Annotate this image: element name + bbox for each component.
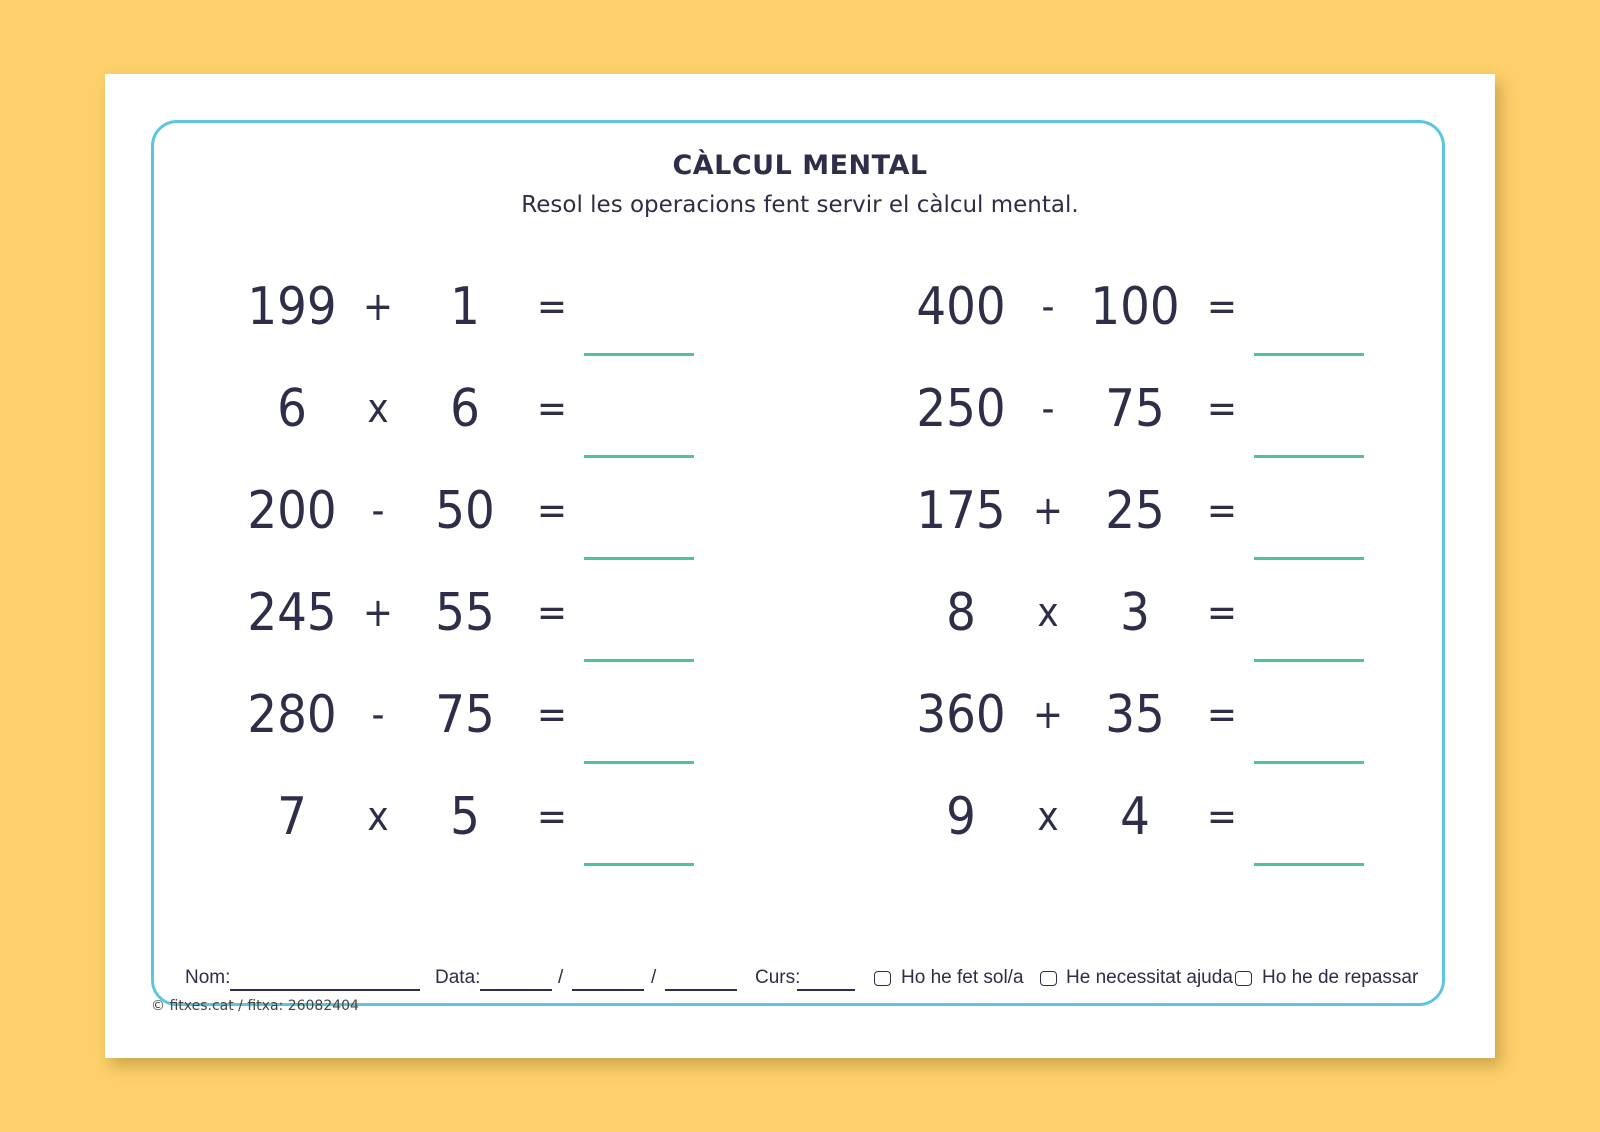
- second-operand: 3: [1120, 583, 1150, 643]
- equals-sign: =: [1206, 386, 1238, 432]
- operator: +: [1032, 488, 1064, 534]
- equals-sign: =: [1206, 692, 1238, 738]
- first-operand: 200: [247, 481, 337, 541]
- operation-row: [105, 675, 1495, 755]
- equals-sign: =: [536, 794, 568, 840]
- answer-blank[interactable]: [1254, 863, 1364, 866]
- worksheet-title: CÀLCUL MENTAL: [672, 150, 928, 181]
- date-label: Data:: [435, 967, 481, 988]
- operator: x: [1037, 590, 1059, 636]
- second-operand: 6: [450, 379, 480, 439]
- done-alone-label: Ho he fet sol/a: [901, 967, 1024, 988]
- first-operand: 250: [916, 379, 1006, 439]
- answer-blank[interactable]: [584, 863, 694, 866]
- answer-blank[interactable]: [584, 761, 694, 764]
- date-day-field[interactable]: [480, 989, 552, 991]
- second-operand: 75: [435, 685, 495, 745]
- review-label: Ho he de repassar: [1262, 967, 1419, 988]
- first-operand: 199: [247, 277, 337, 337]
- answer-blank[interactable]: [1254, 557, 1364, 560]
- first-operand: 6: [277, 379, 307, 439]
- operation-row: [105, 369, 1495, 449]
- answer-blank[interactable]: [584, 659, 694, 662]
- needed-help-checkbox[interactable]: [1040, 971, 1057, 986]
- name-label: Nom:: [185, 967, 231, 988]
- operation-row: [105, 777, 1495, 857]
- operator: x: [1037, 794, 1059, 840]
- answer-blank[interactable]: [584, 455, 694, 458]
- date-month-field[interactable]: [572, 989, 644, 991]
- first-operand: 7: [277, 787, 307, 847]
- needed-help-label: He necessitat ajuda: [1066, 967, 1233, 988]
- second-operand: 75: [1105, 379, 1165, 439]
- operator: x: [367, 386, 389, 432]
- operator: -: [371, 488, 385, 534]
- equals-sign: =: [1206, 590, 1238, 636]
- operator: -: [1041, 386, 1055, 432]
- second-operand: 55: [435, 583, 495, 643]
- date-year-field[interactable]: [665, 989, 737, 991]
- operator: -: [371, 692, 385, 738]
- equals-sign: =: [536, 284, 568, 330]
- answer-blank[interactable]: [1254, 353, 1364, 356]
- first-operand: 280: [247, 685, 337, 745]
- first-operand: 400: [916, 277, 1006, 337]
- first-operand: 175: [916, 481, 1006, 541]
- equals-sign: =: [536, 488, 568, 534]
- second-operand: 5: [450, 787, 480, 847]
- second-operand: 1: [450, 277, 480, 337]
- equals-sign: =: [536, 386, 568, 432]
- operator: +: [1032, 692, 1064, 738]
- answer-blank[interactable]: [1254, 761, 1364, 764]
- answer-blank[interactable]: [1254, 455, 1364, 458]
- date-separator: /: [558, 967, 564, 988]
- equals-sign: =: [536, 692, 568, 738]
- answer-blank[interactable]: [584, 353, 694, 356]
- second-operand: 35: [1105, 685, 1165, 745]
- second-operand: 4: [1120, 787, 1150, 847]
- first-operand: 245: [247, 583, 337, 643]
- second-operand: 25: [1105, 481, 1165, 541]
- second-operand: 50: [435, 481, 495, 541]
- operation-row: [105, 267, 1495, 347]
- student-info-footer: [185, 967, 1425, 997]
- first-operand: 360: [916, 685, 1006, 745]
- answer-blank[interactable]: [584, 557, 694, 560]
- equals-sign: =: [1206, 488, 1238, 534]
- operator: x: [367, 794, 389, 840]
- equals-sign: =: [536, 590, 568, 636]
- course-field[interactable]: [797, 989, 855, 991]
- operations-area: [105, 74, 1495, 1058]
- copyright-notice: © fitxes.cat / fitxa: 26082404: [151, 998, 359, 1014]
- worksheet-instructions: Resol les operacions fent servir el càlcul mental.: [521, 192, 1079, 218]
- operator: +: [362, 590, 394, 636]
- worksheet: [105, 74, 1495, 1058]
- review-checkbox[interactable]: [1235, 971, 1252, 986]
- course-label: Curs:: [755, 967, 801, 988]
- operator: +: [362, 284, 394, 330]
- first-operand: 9: [946, 787, 976, 847]
- operation-row: [105, 573, 1495, 653]
- equals-sign: =: [1206, 284, 1238, 330]
- date-separator: /: [651, 967, 657, 988]
- done-alone-checkbox[interactable]: [874, 971, 891, 986]
- second-operand: 100: [1090, 277, 1180, 337]
- name-field[interactable]: [230, 989, 420, 991]
- first-operand: 8: [946, 583, 976, 643]
- operation-row: [105, 471, 1495, 551]
- equals-sign: =: [1206, 794, 1238, 840]
- answer-blank[interactable]: [1254, 659, 1364, 662]
- operator: -: [1041, 284, 1055, 330]
